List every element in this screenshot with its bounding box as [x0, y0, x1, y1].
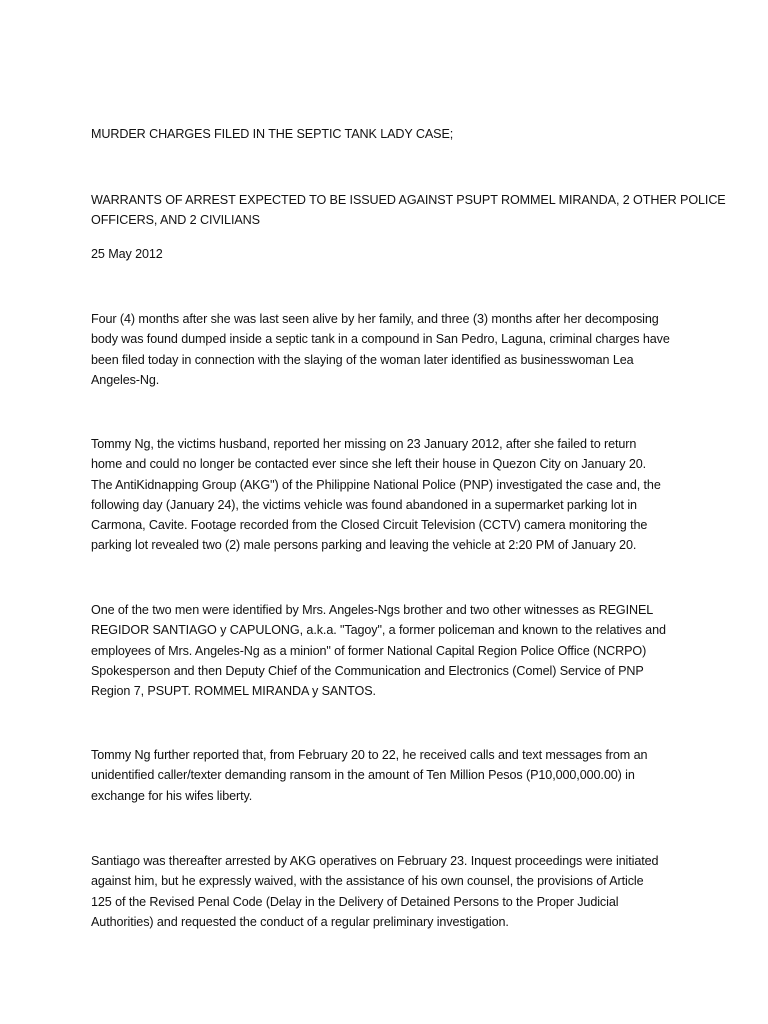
paragraph-line: Tommy Ng further reported that, from February 20 to 22, he received calls and text messages from an: [91, 748, 648, 762]
paragraph-line: Santiago was thereafter arrested by AKG operatives on February 23. Inquest proceedings were initiated: [91, 854, 659, 868]
paragraph-4: [91, 745, 691, 806]
paragraph-3: [91, 600, 691, 701]
paragraph-line: Authorities) and requested the conduct of a regular preliminary investigation.: [91, 914, 509, 929]
paragraph-line: REGIDOR SANTIAGO y CAPULONG, a.k.a. "Tagoy", a former policeman and known to the relatives and: [91, 623, 666, 638]
paragraph-line: Four (4) months after she was last seen alive by her family, and three (3) months after her decomposing: [91, 312, 659, 326]
paragraph-line: One of the two men were identified by Mrs. Angeles-Ngs brother and two other witnesses as REGINEL: [91, 603, 654, 617]
paragraph-line: been filed today in connection with the slaying of the woman later identified as businesswoman Lea: [91, 352, 634, 367]
paragraph-2: [91, 434, 691, 556]
paragraph-line: against him, but he expressly waived, with the assistance of his own counsel, the provisions of Article: [91, 874, 644, 889]
headline-line: MURDER CHARGES FILED IN THE SEPTIC TANK LADY CASE;: [91, 127, 454, 141]
paragraph-line: Spokesperson and then Deputy Chief of the Communication and Electronics (Comel) Service of PNP: [91, 663, 644, 678]
paragraph-1: [91, 309, 691, 390]
headline: [91, 124, 691, 144]
paragraph-line: Region 7, PSUPT. ROMMEL MIRANDA y SANTOS.: [91, 684, 376, 699]
date-text: 25 May 2012: [91, 247, 163, 261]
paragraph-line: employees of Mrs. Angeles-Ng as a minion" of former National Capital Region Police Office (NCRPO): [91, 643, 647, 658]
paragraph-line: Angeles-Ng.: [91, 372, 160, 387]
paragraph-line: body was found dumped inside a septic tank in a compound in San Pedro, Laguna, criminal charges have: [91, 332, 670, 347]
subheadline: [91, 190, 726, 231]
paragraph-5: [91, 851, 691, 932]
paragraph-line: Carmona, Cavite. Footage recorded from the Closed Circuit Television (CCTV) camera monitoring the: [91, 518, 648, 533]
subheadline-line: WARRANTS OF ARREST EXPECTED TO BE ISSUED AGAINST PSUPT ROMMEL MIRANDA, 2 OTHER POLICE: [91, 193, 726, 207]
paragraph-line: parking lot revealed two (2) male persons parking and leaving the vehicle at 2:20 PM of January 20.: [91, 538, 637, 553]
subheadline-line: OFFICERS, AND 2 CIVILIANS: [91, 213, 260, 228]
paragraph-line: home and could no longer be contacted ever since she left their house in Quezon City on January 20.: [91, 457, 647, 472]
paragraph-line: Tommy Ng, the victims husband, reported her missing on 23 January 2012, after she failed to return: [91, 437, 637, 451]
paragraph-line: The AntiKidnapping Group (AKG") of the Philippine National Police (PNP) investigated the case and, the: [91, 477, 661, 492]
paragraph-line: exchange for his wifes liberty.: [91, 788, 253, 803]
paragraph-line: unidentified caller/texter demanding ransom in the amount of Ten Million Pesos (P10,000,000.00) in: [91, 768, 635, 783]
paragraph-line: following day (January 24), the victims vehicle was found abandoned in a supermarket parking lot in: [91, 497, 637, 512]
paragraph-line: 125 of the Revised Penal Code (Delay in the Delivery of Detained Persons to the Proper Judicial: [91, 894, 619, 909]
dateline: [91, 244, 691, 264]
